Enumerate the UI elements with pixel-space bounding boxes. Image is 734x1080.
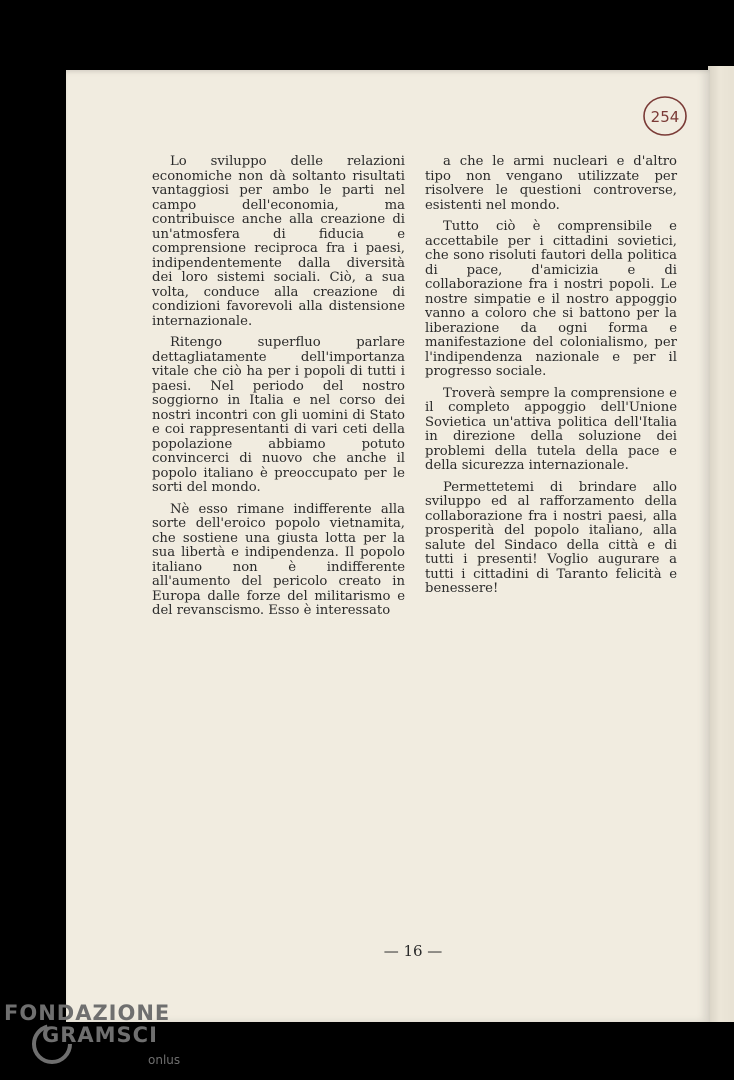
fondazione-gramsci-watermark	[2, 996, 192, 1076]
paragraph: Troverà sempre la comprensione e il completo appoggio dell'Unione Sovietica un'attiva politica dell'Italia in direzione della soluzione dei problemi della tutela della pace e della sicurezza internazionale.	[425, 385, 677, 473]
paragraph: Tutto ciò è comprensibile e accettabile per i cittadini sovietici, che sono risoluti fautori della politica di pace, d'amicizia e di collaborazione fra i nostri popoli. Le nostre simpatie e il nostro appoggio vanno a coloro che si battono per la liberazione da ogni forma e manifestazione del colonialismo, per l'indipendenza nazionale e per il progresso sociale.	[425, 219, 677, 379]
paragraph: Lo sviluppo delle relazioni economiche non dà soltanto risultati vantaggiosi per ambo le parti nel campo dell'economia, ma contribuisce anche alla creazione di un'atmosfera di fiducia e comprensione reciproca fra i paesi, indipendentemente dalla diversità dei loro sistemi sociali. Ciò, a sua volta, conduce alla creazione di condizioni favorevoli alla distensione internazionale.	[152, 154, 405, 329]
paragraph: Permettetemi di brindare allo sviluppo ed al rafforzamento della collaborazione fra i nostri paesi, alla prosperità del popolo italiano, alla salute del Sindaco della città e di tutti i presenti! Voglio augurare a tutti i cittadini di Taranto felicità e benessere!	[425, 479, 677, 596]
watermark-line2: GRAMSCI	[42, 1023, 158, 1047]
left-column	[152, 155, 405, 626]
watermark-line1: FONDAZIONE	[4, 1001, 171, 1025]
handwritten-page-number-stamp	[640, 92, 690, 142]
watermark-line3: onlus	[148, 1053, 181, 1067]
stamp-number: 254	[650, 108, 680, 126]
paragraph: Nè esso rimane indifferente alla sorte dell'eroico popolo vietnamita, che sostiene una giusta lotta per la sua libertà e indipendenza. Il popolo italiano non è indifferente all'aumento del pericolo creato in Europa dalle forze del militarismo e del revanscismo. Esso è interessato	[152, 501, 405, 618]
next-page-edge	[708, 66, 734, 1022]
paragraph: Ritengo superfluo parlare dettagliatamente dell'importanza vitale che ciò ha per i popoli di tutti i paesi. Nel periodo del nostro soggiorno in Italia e nel corso dei nostri incontri con gli uomini di Stato e coi rappresentanti di vari ceti della popolazione abbiamo potuto convincerci di nuovo che anche il popolo italiano è preoccupato per le sorti del mondo.	[152, 335, 405, 495]
page-folio: — 16 —	[383, 942, 443, 960]
paragraph: a che le armi nucleari e d'altro tipo non vengano utilizzate per risolvere le questioni controverse, esistenti nel mondo.	[425, 154, 677, 213]
right-column	[425, 155, 677, 604]
